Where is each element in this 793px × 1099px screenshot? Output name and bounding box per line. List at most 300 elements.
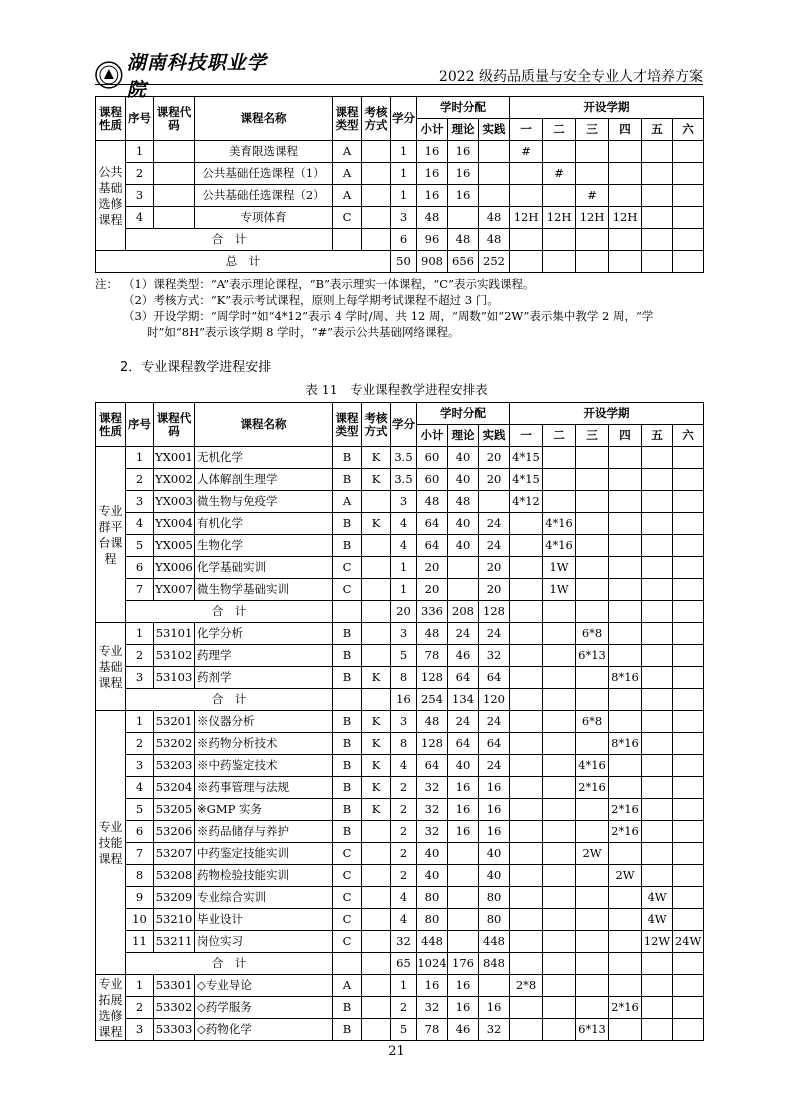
cell-seq: 2 (126, 645, 154, 667)
cell-code: 53202 (154, 733, 195, 755)
cell-semester-3 (576, 887, 609, 909)
cell-credit: 3.5 (391, 469, 417, 491)
cell-semester-3 (576, 975, 609, 997)
cell-name: 化学基础实训 (195, 557, 333, 579)
cell-semester-1: 4*12 (510, 491, 543, 513)
cell-subtotal: 64 (417, 535, 448, 557)
notes (95, 276, 705, 340)
cell-semester-3 (576, 535, 609, 557)
cell-assess (362, 887, 391, 909)
table-row (96, 469, 704, 491)
col-semester-3: 三 (576, 425, 609, 447)
cell-credit: 1 (391, 185, 417, 207)
cell-semester-5 (642, 579, 673, 601)
subtotal-practice: 48 (479, 229, 510, 251)
cell-assess (362, 557, 391, 579)
cell-semester-2 (543, 469, 576, 491)
cell-semester-3: 2W (576, 843, 609, 865)
cell-type: B (333, 733, 362, 755)
cell-assess: K (362, 777, 391, 799)
cell-credit: 4 (391, 535, 417, 557)
cell-semester-4 (609, 887, 642, 909)
cell-semester-2 (543, 645, 576, 667)
cell-practice (479, 141, 510, 163)
cell-subtotal: 40 (417, 843, 448, 865)
cell-code: 53102 (154, 645, 195, 667)
cell-semester-6 (673, 557, 704, 579)
cell-credit: 3 (391, 491, 417, 513)
cell-practice: 24 (479, 755, 510, 777)
cell-subtotal: 32 (417, 997, 448, 1019)
cell-theory (448, 909, 479, 931)
cell-name: 人体解剖生理学 (195, 469, 333, 491)
cell-semester-1 (510, 579, 543, 601)
cell-semester-2 (543, 755, 576, 777)
cell-assess (362, 207, 391, 229)
cell-name: ※药物分析技术 (195, 733, 333, 755)
cell-type: C (333, 557, 362, 579)
cell-theory: 24 (448, 623, 479, 645)
cell-semester-2 (543, 711, 576, 733)
cell-code (154, 141, 195, 163)
cell-credit: 2 (391, 799, 417, 821)
cell-semester-2 (543, 799, 576, 821)
cell-practice: 24 (479, 535, 510, 557)
cell-semester-6 (673, 909, 704, 931)
cell-practice: 48 (479, 207, 510, 229)
cell-seq: 1 (126, 447, 154, 469)
cell-code: 53103 (154, 667, 195, 689)
cell-subtotal: 32 (417, 799, 448, 821)
cell-subtotal: 40 (417, 865, 448, 887)
cell-seq: 2 (126, 997, 154, 1019)
cell-credit: 1 (391, 163, 417, 185)
cell-semester-5 (642, 755, 673, 777)
cell-practice: 20 (479, 469, 510, 491)
cell-semester-1 (510, 163, 543, 185)
cell-semester-4 (609, 1019, 642, 1041)
cell-assess (362, 185, 391, 207)
cell-credit: 4 (391, 755, 417, 777)
document-title: 2022 级药品质量与安全专业人才培养方案 (438, 69, 703, 85)
cell-name: 专项体育 (195, 207, 333, 229)
cell-semester-5: 4W (642, 909, 673, 931)
subtotal-row (96, 601, 704, 623)
col-semesters: 开设学期 (510, 403, 704, 425)
cell-name: ※药品储存与养护 (195, 821, 333, 843)
cell-code: 53201 (154, 711, 195, 733)
col-subtotal: 小计 (417, 425, 448, 447)
cell-subtotal: 48 (417, 711, 448, 733)
cell-semester-6 (673, 513, 704, 535)
cell-practice: 16 (479, 997, 510, 1019)
cell-name: 药理学 (195, 645, 333, 667)
cell-assess: K (362, 667, 391, 689)
cell-type: B (333, 777, 362, 799)
cell-seq: 8 (126, 865, 154, 887)
cell-seq: 10 (126, 909, 154, 931)
cell-semester-6 (673, 469, 704, 491)
col-theory: 理论 (448, 119, 479, 141)
cell-subtotal: 32 (417, 821, 448, 843)
col-type: 课程类型 (333, 403, 362, 447)
cell-theory: 24 (448, 711, 479, 733)
cell-semester-1 (510, 667, 543, 689)
cell-type: C (333, 865, 362, 887)
cell-subtotal: 448 (417, 931, 448, 953)
school-logo (95, 52, 285, 101)
subtotal-label: 合 计 (126, 689, 333, 711)
cell-semester-3 (576, 469, 609, 491)
cell-semester-3 (576, 513, 609, 535)
subtotal-theory: 134 (448, 689, 479, 711)
cell-type: B (333, 1019, 362, 1041)
col-name: 课程名称 (195, 97, 333, 141)
category-cell: 专业基础课程 (96, 623, 126, 711)
table-row (96, 711, 704, 733)
cell-semester-1 (510, 733, 543, 755)
cell-subtotal: 48 (417, 491, 448, 513)
col-credit: 学分 (391, 403, 417, 447)
subtotal-label: 合 计 (126, 953, 333, 975)
table-row (96, 975, 704, 997)
cell-assess (362, 843, 391, 865)
cell-practice: 80 (479, 909, 510, 931)
subtotal-hours: 96 (417, 229, 448, 251)
cell-seq: 2 (126, 163, 154, 185)
cell-type: C (333, 909, 362, 931)
cell-subtotal: 20 (417, 579, 448, 601)
page-number: 21 (388, 1044, 405, 1059)
cell-semester-3: 6*13 (576, 1019, 609, 1041)
cell-semester-3: # (576, 185, 609, 207)
cell-practice: 16 (479, 821, 510, 843)
table-row (96, 777, 704, 799)
cell-name: 毕业设计 (195, 909, 333, 931)
cell-name: 微生物与免疫学 (195, 491, 333, 513)
cell-name: 公共基础任选课程（2） (195, 185, 333, 207)
cell-semester-5 (642, 557, 673, 579)
cell-semester-2 (543, 733, 576, 755)
cell-code: YX001 (154, 447, 195, 469)
cell-semester-3 (576, 931, 609, 953)
col-semester-3: 三 (576, 119, 609, 141)
cell-assess: K (362, 711, 391, 733)
col-practice: 实践 (479, 119, 510, 141)
cell-semester-5 (642, 185, 673, 207)
cell-assess (362, 491, 391, 513)
cell-seq: 6 (126, 557, 154, 579)
cell-code: 53204 (154, 777, 195, 799)
cell-assess (362, 975, 391, 997)
cell-semester-2: 4*16 (543, 513, 576, 535)
cell-semester-4: 2*16 (609, 997, 642, 1019)
cell-semester-3 (576, 667, 609, 689)
cell-semester-4 (609, 755, 642, 777)
cell-semester-4: 8*16 (609, 667, 642, 689)
cell-assess: K (362, 755, 391, 777)
cell-seq: 4 (126, 207, 154, 229)
cell-semester-3 (576, 557, 609, 579)
cell-assess (362, 623, 391, 645)
cell-practice: 40 (479, 843, 510, 865)
cell-seq: 1 (126, 141, 154, 163)
cell-semester-3: 6*8 (576, 711, 609, 733)
cell-assess (362, 997, 391, 1019)
cell-semester-4 (609, 185, 642, 207)
cell-name: ※仪器分析 (195, 711, 333, 733)
cell-assess (362, 645, 391, 667)
cell-name: 微生物学基础实训 (195, 579, 333, 601)
subtotal-hours: 336 (417, 601, 448, 623)
cell-semester-4: 2*16 (609, 821, 642, 843)
cell-semester-2 (543, 821, 576, 843)
category-cell: 公共基础选修课程 (96, 141, 126, 251)
cell-semester-1 (510, 887, 543, 909)
col-type: 课程类型 (333, 97, 362, 141)
col-code: 课程代码 (154, 97, 195, 141)
cell-semester-4 (609, 535, 642, 557)
cell-theory: 48 (448, 491, 479, 513)
cell-name: 美育限选课程 (195, 141, 333, 163)
cell-credit: 1 (391, 557, 417, 579)
table-row (96, 491, 704, 513)
cell-seq: 9 (126, 887, 154, 909)
cell-semester-6 (673, 711, 704, 733)
cell-credit: 2 (391, 997, 417, 1019)
cell-code: YX003 (154, 491, 195, 513)
cell-credit: 8 (391, 733, 417, 755)
cell-theory: 40 (448, 535, 479, 557)
cell-semester-4 (609, 909, 642, 931)
cell-theory: 16 (448, 799, 479, 821)
cell-semester-5 (642, 207, 673, 229)
cell-semester-2 (543, 997, 576, 1019)
cell-code: 53303 (154, 1019, 195, 1041)
cell-subtotal: 16 (417, 163, 448, 185)
cell-assess (362, 909, 391, 931)
cell-semester-1 (510, 623, 543, 645)
cell-semester-5 (642, 667, 673, 689)
cell-semester-4 (609, 469, 642, 491)
cell-assess (362, 141, 391, 163)
cell-type: C (333, 887, 362, 909)
cell-credit: 1 (391, 579, 417, 601)
cell-semester-5 (642, 997, 673, 1019)
table-row (96, 865, 704, 887)
cell-theory (448, 931, 479, 953)
cell-theory: 40 (448, 755, 479, 777)
cell-practice: 40 (479, 865, 510, 887)
cell-semester-4 (609, 843, 642, 865)
cell-semester-1 (510, 997, 543, 1019)
cell-semester-6 (673, 733, 704, 755)
cell-semester-4: 12H (609, 207, 642, 229)
cell-subtotal: 48 (417, 207, 448, 229)
cell-name: ※药事管理与法规 (195, 777, 333, 799)
cell-credit: 4 (391, 887, 417, 909)
cell-semester-4 (609, 557, 642, 579)
cell-semester-5 (642, 469, 673, 491)
cell-assess (362, 163, 391, 185)
cell-type: C (333, 579, 362, 601)
cell-credit: 3 (391, 623, 417, 645)
cell-semester-6 (673, 447, 704, 469)
cell-seq: 6 (126, 821, 154, 843)
cell-seq: 7 (126, 843, 154, 865)
col-semester-1: 一 (510, 425, 543, 447)
cell-semester-2: 12H (543, 207, 576, 229)
cell-semester-3 (576, 997, 609, 1019)
cell-semester-5 (642, 799, 673, 821)
cell-theory: 16 (448, 821, 479, 843)
cell-semester-4 (609, 645, 642, 667)
cell-semester-6 (673, 821, 704, 843)
cell-assess: K (362, 799, 391, 821)
cell-subtotal: 48 (417, 623, 448, 645)
cell-semester-4 (609, 447, 642, 469)
cell-semester-1 (510, 931, 543, 953)
total-practice: 252 (479, 251, 510, 273)
cell-semester-4 (609, 579, 642, 601)
cell-theory: 64 (448, 667, 479, 689)
cell-practice: 16 (479, 799, 510, 821)
cell-type: B (333, 821, 362, 843)
cell-semester-2 (543, 447, 576, 469)
cell-theory: 16 (448, 185, 479, 207)
cell-code: 53208 (154, 865, 195, 887)
cell-assess (362, 821, 391, 843)
table-row (96, 799, 704, 821)
cell-seq: 3 (126, 667, 154, 689)
table-row (96, 733, 704, 755)
cell-semester-5 (642, 865, 673, 887)
cell-code: 53101 (154, 623, 195, 645)
cell-semester-1 (510, 843, 543, 865)
cell-subtotal: 64 (417, 513, 448, 535)
table-row (96, 185, 704, 207)
cell-seq: 5 (126, 799, 154, 821)
cell-seq: 3 (126, 491, 154, 513)
col-hours: 学时分配 (417, 97, 510, 119)
cell-semester-4 (609, 513, 642, 535)
col-semester-5: 五 (642, 119, 673, 141)
cell-semester-6 (673, 843, 704, 865)
cell-code: 53207 (154, 843, 195, 865)
category-cell: 专业技能课程 (96, 711, 126, 975)
cell-semester-6 (673, 799, 704, 821)
cell-seq: 7 (126, 579, 154, 601)
cell-name: 药剂学 (195, 667, 333, 689)
cell-assess: K (362, 447, 391, 469)
cell-subtotal: 128 (417, 667, 448, 689)
cell-type: A (333, 141, 362, 163)
cell-semester-1 (510, 865, 543, 887)
subtotal-theory: 48 (448, 229, 479, 251)
cell-semester-2 (543, 843, 576, 865)
table-row (96, 535, 704, 557)
header-divider (95, 84, 703, 85)
section-title: 2．专业课程教学进程安排 (120, 360, 272, 375)
cell-code (154, 207, 195, 229)
cell-type: A (333, 975, 362, 997)
cell-semester-6 (673, 185, 704, 207)
cell-semester-6 (673, 579, 704, 601)
table-row (96, 821, 704, 843)
cell-assess (362, 931, 391, 953)
cell-semester-1 (510, 909, 543, 931)
col-semesters: 开设学期 (510, 97, 704, 119)
cell-practice (479, 491, 510, 513)
cell-semester-6 (673, 1019, 704, 1041)
cell-practice (479, 975, 510, 997)
table-row (96, 207, 704, 229)
cell-code: 53302 (154, 997, 195, 1019)
cell-code: YX005 (154, 535, 195, 557)
cell-semester-4: 2W (609, 865, 642, 887)
table-row (96, 997, 704, 1019)
col-category: 课程性质 (96, 403, 126, 447)
cell-seq: 1 (126, 711, 154, 733)
category-cell: 专业群平台课程 (96, 447, 126, 623)
col-seq: 序号 (126, 97, 154, 141)
cell-semester-4 (609, 711, 642, 733)
cell-credit: 2 (391, 821, 417, 843)
note-3-cont: 时”如“8H”表示该学期 8 学时，“#”表示公共基础网络课程。 (147, 325, 460, 339)
cell-code: 53206 (154, 821, 195, 843)
cell-semester-2: 4*16 (543, 535, 576, 557)
col-theory: 理论 (448, 425, 479, 447)
cell-practice: 64 (479, 733, 510, 755)
cell-credit: 3 (391, 207, 417, 229)
cell-name: ◇专业导论 (195, 975, 333, 997)
col-semester-5: 五 (642, 425, 673, 447)
cell-semester-6 (673, 623, 704, 645)
total-label: 总 计 (96, 251, 391, 273)
cell-credit: 4 (391, 513, 417, 535)
cell-code (154, 185, 195, 207)
subtotal-theory: 208 (448, 601, 479, 623)
cell-code: YX004 (154, 513, 195, 535)
cell-seq: 3 (126, 185, 154, 207)
cell-code: 53205 (154, 799, 195, 821)
table-caption: 表 11 专业课程教学进程安排表 (305, 382, 488, 397)
cell-subtotal: 16 (417, 975, 448, 997)
cell-type: A (333, 491, 362, 513)
cell-subtotal: 16 (417, 185, 448, 207)
cell-semester-1 (510, 185, 543, 207)
cell-practice: 24 (479, 711, 510, 733)
cell-theory: 40 (448, 469, 479, 491)
cell-semester-2 (543, 491, 576, 513)
cell-subtotal: 78 (417, 1019, 448, 1041)
cell-semester-1 (510, 711, 543, 733)
cell-seq: 2 (126, 469, 154, 491)
cell-semester-5 (642, 645, 673, 667)
cell-semester-5 (642, 535, 673, 557)
cell-code: 53210 (154, 909, 195, 931)
col-hours: 学时分配 (417, 403, 510, 425)
cell-semester-3 (576, 447, 609, 469)
cell-semester-5 (642, 975, 673, 997)
cell-subtotal: 32 (417, 777, 448, 799)
cell-semester-2 (543, 667, 576, 689)
cell-semester-6: 24W (673, 931, 704, 953)
cell-practice: 16 (479, 777, 510, 799)
cell-type: B (333, 623, 362, 645)
cell-credit: 5 (391, 645, 417, 667)
cell-theory: 16 (448, 975, 479, 997)
